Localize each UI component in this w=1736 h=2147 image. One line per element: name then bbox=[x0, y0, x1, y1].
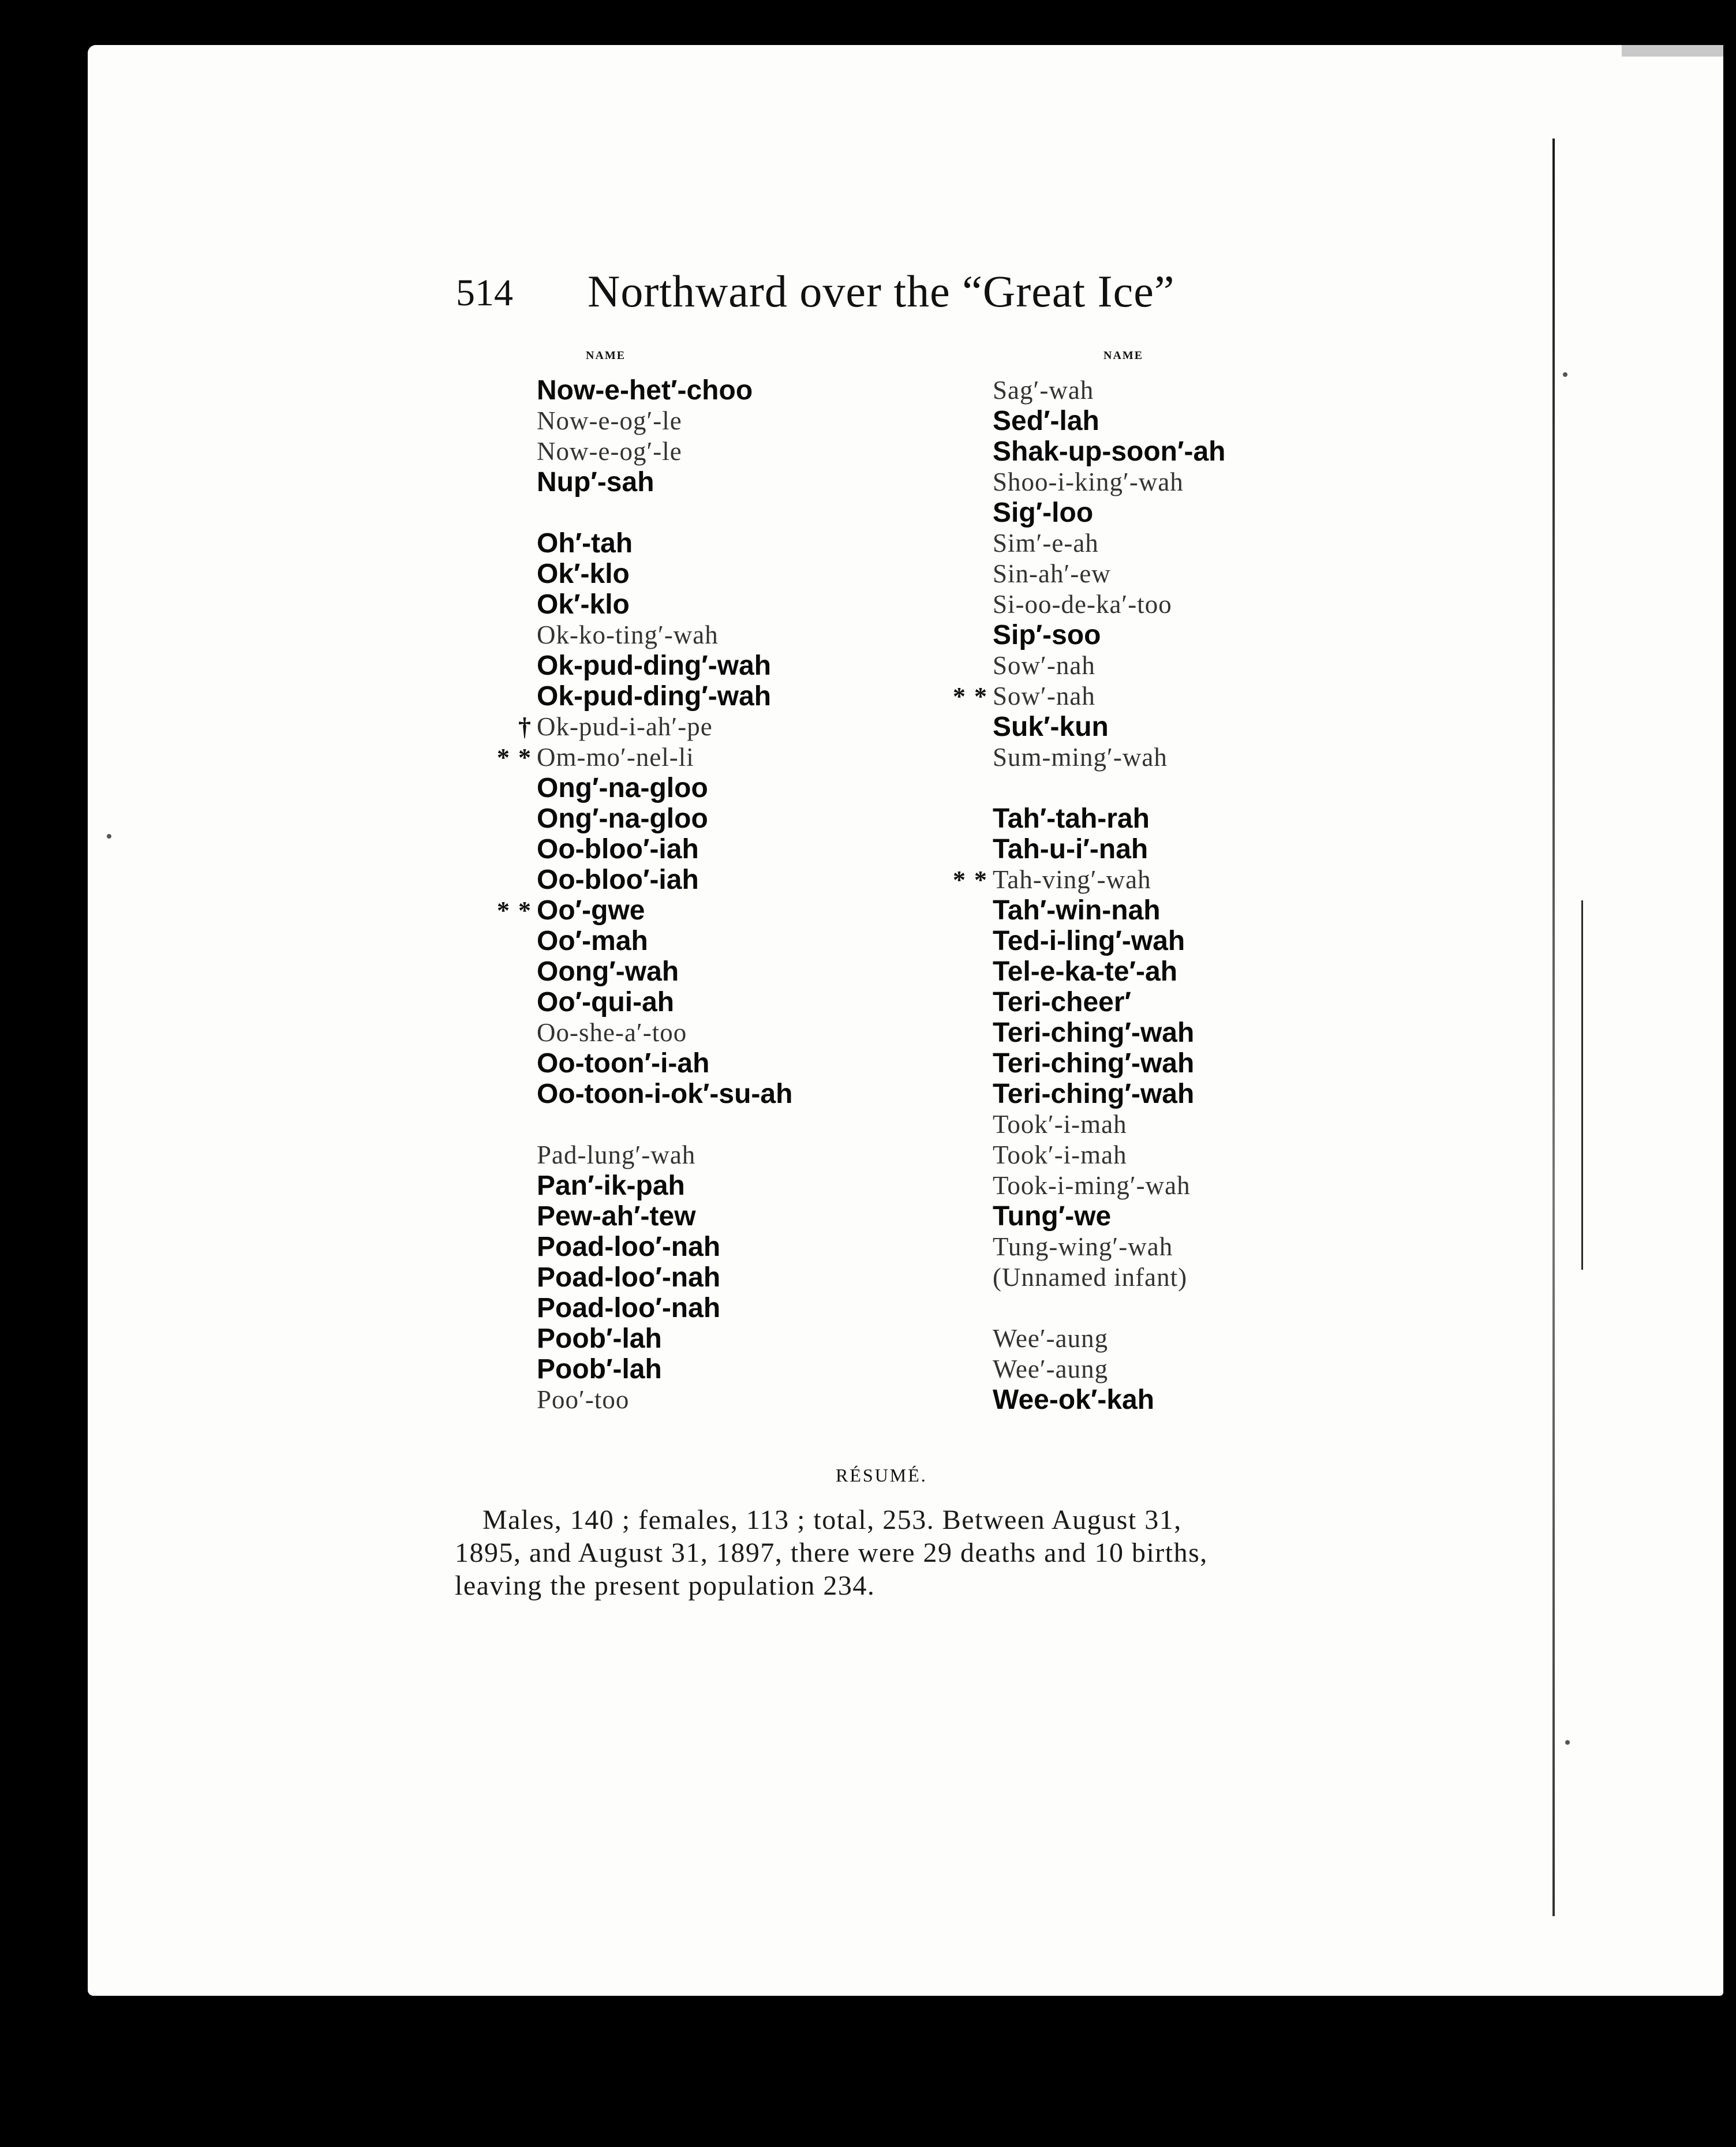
entry-name: Si-oo-de-ka′-too bbox=[993, 590, 1172, 619]
name-entry bbox=[537, 375, 998, 406]
name-entry bbox=[537, 926, 998, 956]
entry-name: Oo′-mah bbox=[537, 926, 648, 956]
entry-name: Poob′-lah bbox=[537, 1323, 662, 1354]
entry-name: Poad-loo′-nah bbox=[537, 1232, 721, 1262]
name-entry bbox=[537, 589, 998, 620]
name-entry bbox=[537, 1170, 998, 1201]
name-entry bbox=[993, 1385, 1408, 1415]
left-column-header: NAME bbox=[586, 349, 626, 362]
name-entry bbox=[993, 1079, 1408, 1109]
entry-name: Tah′-win-nah bbox=[993, 895, 1161, 926]
name-entry bbox=[993, 406, 1408, 436]
resume-line: Males, 140 ; females, 113 ; total, 253. Between August 31, bbox=[482, 1505, 1182, 1535]
entry-name: Teri-cheer′ bbox=[993, 987, 1132, 1018]
entry-name: Ok′-klo bbox=[537, 589, 630, 620]
entry-name: Tung′-we bbox=[993, 1201, 1112, 1232]
entry-name: Sed′-lah bbox=[993, 406, 1099, 436]
name-entry bbox=[537, 1385, 998, 1415]
name-entry bbox=[537, 620, 998, 650]
entry-name: Poad-loo′-nah bbox=[537, 1293, 721, 1323]
entry-name: Ok-pud-ding′-wah bbox=[537, 681, 772, 712]
name-entry bbox=[993, 742, 1408, 773]
flyspeck-mark bbox=[1563, 372, 1567, 377]
name-entry bbox=[993, 498, 1408, 528]
name-entry bbox=[518, 712, 998, 742]
entry-name: Ok-ko-ting′-wah bbox=[537, 620, 719, 649]
entry-name: Oo-bloo′-iah bbox=[537, 865, 699, 895]
page-edge-mark bbox=[1622, 45, 1723, 57]
entry-name: Ok-pud-i-ah′-pe bbox=[537, 712, 713, 741]
entry-name: Om-mo′-nel-li bbox=[537, 743, 694, 772]
name-entry bbox=[993, 1323, 1408, 1354]
name-entry bbox=[537, 1293, 998, 1323]
name-entry bbox=[993, 1140, 1408, 1170]
entry-name: Teri-ching′-wah bbox=[993, 1048, 1195, 1079]
entry-name: Ong′-na-gloo bbox=[537, 803, 708, 834]
entry-mark: † bbox=[518, 713, 532, 741]
right-name-column bbox=[953, 375, 1408, 1415]
section-gap bbox=[993, 1293, 1408, 1323]
name-entry bbox=[993, 956, 1408, 987]
entry-name: Now-e-het′-choo bbox=[537, 375, 753, 406]
entry-name: Poad-loo′-nah bbox=[537, 1262, 721, 1293]
entry-name: Pan′-ik-pah bbox=[537, 1170, 685, 1201]
name-entry bbox=[993, 375, 1408, 406]
entry-name: Oo-she-a′-too bbox=[537, 1018, 687, 1047]
name-entry bbox=[537, 1048, 998, 1079]
entry-name: Tah′-tah-rah bbox=[993, 803, 1150, 834]
name-entry bbox=[993, 712, 1408, 742]
entry-name: Wee′-aung bbox=[993, 1355, 1109, 1383]
name-entry bbox=[537, 406, 998, 436]
name-entry bbox=[993, 620, 1408, 650]
entry-mark: * * bbox=[953, 866, 988, 894]
page-fold-shadow bbox=[1581, 900, 1583, 1270]
entry-name: Oo-toon′-i-ah bbox=[537, 1048, 710, 1079]
entry-name: Suk′-kun bbox=[993, 712, 1109, 742]
entry-name: Oo′-qui-ah bbox=[537, 987, 675, 1018]
entry-name: Wee′-aung bbox=[993, 1324, 1109, 1353]
entry-name: Oo′-gwe bbox=[537, 895, 645, 926]
entry-name: Poo′-too bbox=[537, 1385, 630, 1414]
name-entry bbox=[537, 987, 998, 1018]
resume-line: leaving the present population 234. bbox=[455, 1570, 876, 1601]
name-entry bbox=[537, 1262, 998, 1293]
running-head: Northward over the “Great Ice” bbox=[588, 266, 1175, 316]
name-entry bbox=[993, 559, 1408, 589]
name-entry bbox=[537, 773, 998, 803]
name-entry bbox=[537, 1140, 998, 1170]
entry-name: Now-e-og′-le bbox=[537, 406, 682, 435]
right-column-header: NAME bbox=[1103, 349, 1144, 362]
name-entry bbox=[537, 865, 998, 895]
entry-name: Sim′-e-ah bbox=[993, 529, 1099, 558]
name-entry bbox=[537, 956, 998, 987]
name-entry bbox=[993, 1262, 1408, 1293]
entry-name: Oong′-wah bbox=[537, 956, 679, 987]
section-gap bbox=[537, 498, 998, 528]
name-entry bbox=[993, 1201, 1408, 1232]
name-entry bbox=[953, 681, 1408, 712]
entry-name: Ong′-na-gloo bbox=[537, 773, 708, 803]
name-entry bbox=[537, 1232, 998, 1262]
entry-name: Ok-pud-ding′-wah bbox=[537, 650, 772, 681]
entry-name: Now-e-og′-le bbox=[537, 437, 682, 466]
name-entry bbox=[953, 865, 1408, 895]
name-entry bbox=[993, 987, 1408, 1018]
name-entry bbox=[497, 742, 998, 773]
entry-name: Sow′-nah bbox=[993, 651, 1095, 680]
name-entry bbox=[993, 1109, 1408, 1140]
entry-name: Sip′-soo bbox=[993, 620, 1101, 650]
name-entry bbox=[993, 1232, 1408, 1262]
resume-line: 1895, and August 31, 1897, there were 29 deaths and 10 births, bbox=[455, 1538, 1208, 1568]
entry-name: Ok′-klo bbox=[537, 559, 630, 589]
entry-name: Sag′-wah bbox=[993, 376, 1094, 405]
name-entry bbox=[993, 895, 1408, 926]
entry-name: Shak-up-soon′-ah bbox=[993, 436, 1226, 467]
flyspeck-mark bbox=[1565, 1740, 1570, 1745]
entry-name: Tah-ving′-wah bbox=[993, 865, 1151, 894]
name-entry bbox=[993, 1018, 1408, 1048]
name-entry bbox=[537, 436, 998, 467]
name-entry bbox=[497, 895, 998, 926]
flyspeck-mark bbox=[107, 834, 111, 839]
entry-name: Sow′-nah bbox=[993, 682, 1095, 710]
name-entry bbox=[537, 1201, 998, 1232]
entry-name: Tah-u-i′-nah bbox=[993, 834, 1148, 865]
name-entry bbox=[537, 467, 998, 498]
entry-mark: * * bbox=[497, 743, 532, 772]
entry-name: Oo-toon-i-ok′-su-ah bbox=[537, 1079, 793, 1109]
section-gap bbox=[993, 773, 1408, 803]
entry-name: Tel-e-ka-te′-ah bbox=[993, 956, 1178, 987]
entry-name: Took′-i-mah bbox=[993, 1110, 1127, 1139]
entry-name: Poob′-lah bbox=[537, 1354, 662, 1385]
entry-name: (Unnamed infant) bbox=[993, 1263, 1188, 1292]
name-entry bbox=[993, 589, 1408, 620]
entry-name: Took-i-ming′-wah bbox=[993, 1171, 1191, 1200]
name-entry bbox=[993, 467, 1408, 498]
name-entry bbox=[993, 926, 1408, 956]
entry-name: Pad-lung′-wah bbox=[537, 1140, 696, 1169]
resume-title: RÉSUMÉ. bbox=[836, 1465, 927, 1486]
name-entry bbox=[537, 681, 998, 712]
entry-name: Sig′-loo bbox=[993, 498, 1094, 528]
page-number: 514 bbox=[456, 272, 513, 314]
page-fold-line bbox=[1552, 139, 1555, 1916]
section-gap bbox=[537, 1109, 998, 1140]
name-entry bbox=[537, 1354, 998, 1385]
entry-name: Ted-i-ling′-wah bbox=[993, 926, 1185, 956]
entry-name: Oh′-tah bbox=[537, 528, 633, 559]
entry-name: Teri-ching′-wah bbox=[993, 1018, 1195, 1048]
name-entry bbox=[537, 803, 998, 834]
entry-name: Pew-ah′-tew bbox=[537, 1201, 696, 1232]
name-entry bbox=[993, 1354, 1408, 1385]
entry-name: Sin-ah′-ew bbox=[993, 559, 1111, 588]
left-name-column bbox=[497, 375, 998, 1415]
entry-mark: * * bbox=[497, 896, 532, 925]
entry-name: Sum-ming′-wah bbox=[993, 743, 1168, 772]
name-entry bbox=[537, 1079, 998, 1109]
name-entry bbox=[537, 650, 998, 681]
name-entry bbox=[537, 528, 998, 559]
entry-name: Teri-ching′-wah bbox=[993, 1079, 1195, 1109]
name-entry bbox=[993, 528, 1408, 559]
entry-mark: * * bbox=[953, 682, 988, 710]
name-entry bbox=[537, 559, 998, 589]
name-entry bbox=[993, 1048, 1408, 1079]
entry-name: Oo-bloo′-iah bbox=[537, 834, 699, 865]
name-entry bbox=[993, 436, 1408, 467]
name-entry bbox=[537, 834, 998, 865]
name-entry bbox=[537, 1323, 998, 1354]
name-entry bbox=[537, 1018, 998, 1048]
entry-name: Wee-ok′-kah bbox=[993, 1385, 1155, 1415]
entry-name: Nup′-sah bbox=[537, 467, 654, 498]
name-entry bbox=[993, 803, 1408, 834]
name-entry bbox=[993, 1170, 1408, 1201]
entry-name: Tung-wing′-wah bbox=[993, 1232, 1173, 1261]
entry-name: Took′-i-mah bbox=[993, 1140, 1127, 1169]
name-entry bbox=[993, 834, 1408, 865]
name-entry bbox=[993, 650, 1408, 681]
entry-name: Shoo-i-king′-wah bbox=[993, 467, 1184, 496]
resume-paragraph bbox=[455, 1503, 1344, 1602]
